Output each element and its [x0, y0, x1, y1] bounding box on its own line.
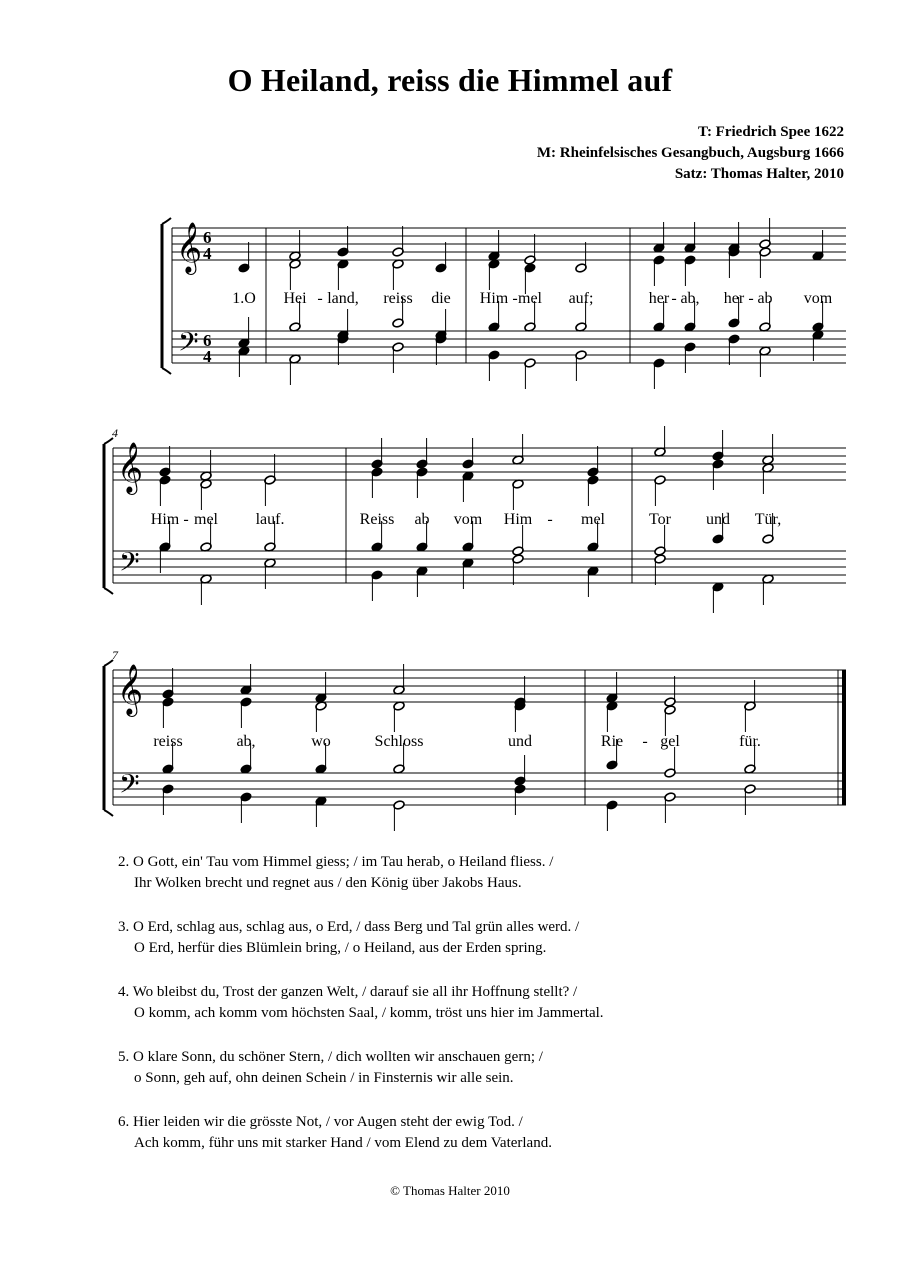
verse-5: [118, 1047, 604, 1089]
time-signature-bottom: 4: [203, 244, 212, 263]
verse-line: o Sonn, geh auf, ohn deinen Schein / in Finsternis wir alle sein.: [134, 1070, 514, 1086]
lyric-syllable: Him: [503, 511, 533, 528]
bass-clef-icon: 𝄢: [119, 768, 140, 806]
lyric-syllable: die: [431, 290, 451, 307]
lyric-syllable: Rie: [600, 733, 624, 750]
verse-2: [118, 852, 604, 894]
page-title: O Heiland, reiss die Himmel auf: [227, 62, 673, 98]
treble-clef-icon: 𝄞: [117, 664, 144, 715]
lyric-hyphen: -: [317, 290, 323, 307]
lyric-hyphen: -: [183, 511, 189, 528]
lyric-hyphen: -: [512, 290, 518, 307]
lyric-syllable: Hei: [283, 290, 307, 307]
additional-verses: [118, 852, 604, 1177]
lyric-syllable: ab,: [680, 290, 700, 307]
time-signature-bottom-bass: 4: [203, 347, 212, 366]
lyric-syllable: Him: [479, 290, 509, 307]
verse-line: 5. O klare Sonn, du schöner Stern, / dich wollten wir anschauen gern; /: [118, 1049, 543, 1065]
melody-credit: M: Rheinfelsisches Gesangbuch, Augsburg 1666: [536, 145, 844, 161]
text-credit: T: Friedrich Spee 1622: [698, 124, 844, 140]
lyric-syllable: wo: [311, 733, 331, 750]
verse-6: [118, 1112, 604, 1154]
lyric-syllable: mel: [194, 511, 218, 528]
lyric-syllable: her: [723, 290, 745, 307]
verse-line: 3. O Erd, schlag aus, schlag aus, o Erd, / dass Berg und Tal grün alles werd. /: [118, 919, 580, 935]
verse-line: 4. Wo bleibst du, Trost der ganzen Welt, / darauf sie all ihr Hoffnung stellt? /: [118, 984, 578, 1000]
lyric-hyphen: -: [547, 511, 553, 528]
lyric-syllable: ab: [757, 290, 773, 307]
measure-number-7: 7: [112, 648, 118, 662]
lyric-syllable: mel: [518, 290, 542, 307]
system-3: [104, 660, 846, 816]
verse-line: Ach komm, führ uns mit starker Hand / vom Elend zu dem Vaterland.: [134, 1135, 552, 1151]
time-signature-top: 6: [203, 228, 212, 247]
lyric-syllable: reiss: [153, 733, 183, 750]
lyric-syllable: für.: [739, 733, 761, 750]
lyric-syllable: und: [508, 733, 532, 750]
lyric-syllable: lauf.: [255, 511, 285, 528]
lyric-hyphen: -: [671, 290, 677, 307]
treble-clef-icon: 𝄞: [176, 222, 203, 273]
verse-line: 6. Hier leiden wir die grösste Not, / vor Augen steht der ewig Tod. /: [118, 1114, 523, 1130]
verse-4: [118, 982, 604, 1024]
verse-line: O Erd, herfür dies Blümlein bring, / o Heiland, aus der Erden spring.: [134, 940, 547, 956]
lyric-syllable: 1.O: [232, 290, 256, 307]
verse-3: [118, 917, 604, 959]
lyric-syllable: land,: [327, 290, 359, 307]
lyric-syllable: ab,: [236, 733, 256, 750]
lyric-hyphen: -: [748, 290, 754, 307]
bass-clef-icon: 𝄢: [119, 546, 140, 584]
time-signature-top-bass: 6: [203, 331, 212, 350]
lyric-hyphen: -: [642, 733, 648, 750]
lyric-syllable: vom: [803, 290, 833, 307]
measure-number-4: 4: [112, 426, 118, 440]
lyric-syllable: reiss: [383, 290, 413, 307]
lyric-syllable: Him: [150, 511, 180, 528]
verse-line: O komm, ach komm vom höchsten Saal, / komm, tröst uns hier im Jammertal.: [134, 1005, 604, 1021]
lyric-syllable: ab: [414, 511, 430, 528]
verse-line: Ihr Wolken brecht und regnet aus / den König über Jakobs Haus.: [134, 875, 522, 891]
lyric-syllable: Reiss: [359, 511, 395, 528]
lyric-syllable: vom: [453, 511, 483, 528]
lyric-syllable: mel: [581, 511, 605, 528]
lyric-syllable: Tür,: [754, 511, 782, 528]
lyric-syllable: Tor: [649, 511, 671, 528]
treble-clef-icon: 𝄞: [117, 442, 144, 493]
copyright: © Thomas Halter 2010: [390, 1183, 510, 1198]
lyric-syllable: Schloss: [374, 733, 424, 750]
arrangement-credit: Satz: Thomas Halter, 2010: [674, 166, 844, 182]
verse-line: 2. O Gott, ein' Tau vom Himmel giess; / im Tau herab, o Heiland fliess. /: [118, 854, 554, 870]
bass-clef-icon: 𝄢: [178, 326, 199, 364]
lyric-syllable: auf;: [568, 290, 594, 307]
lyric-syllable: und: [706, 511, 730, 528]
lyric-syllable: gel: [660, 733, 680, 750]
lyric-syllable: her: [648, 290, 670, 307]
